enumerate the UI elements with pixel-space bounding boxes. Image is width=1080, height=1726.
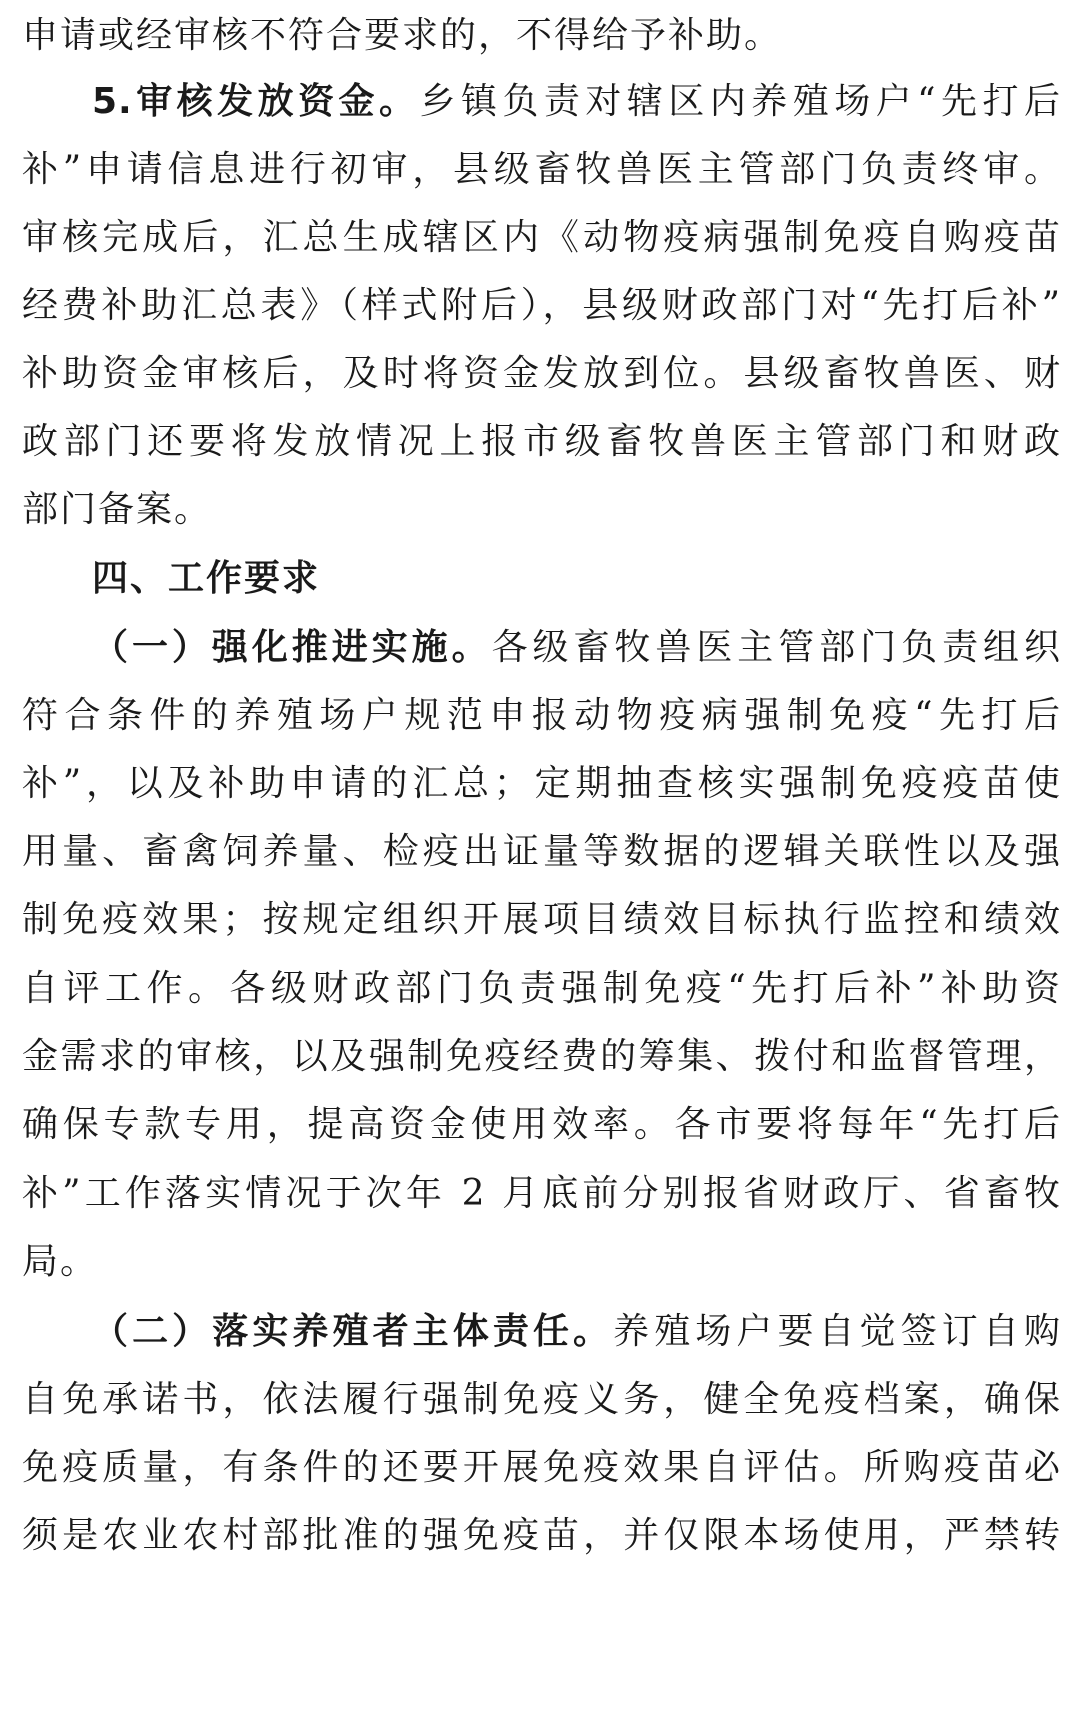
- line-text: 经费补助汇总表》（样式附后），县级财政部门对“先打后补”: [22, 285, 1062, 326]
- text-line: [22, 1160, 1062, 1228]
- line-text: 免疫质量，有条件的还要开展免疫效果自评估。所购疫苗必: [22, 1447, 1062, 1488]
- text-line: [22, 955, 1062, 1023]
- line-text: 补助资金审核后，及时将资金发放到位。县级畜牧兽医、财: [22, 353, 1062, 394]
- text-line: [22, 1502, 1062, 1570]
- text-line: [22, 1228, 1062, 1296]
- heading-text: 四、工作要求: [92, 558, 321, 599]
- line-text: 金需求的审核，以及强制免疫经费的筹集、拨付和监督管理，: [22, 1036, 1062, 1077]
- line-text: 符合条件的养殖场户规范申报动物疫病强制免疫“先打后: [22, 695, 1062, 736]
- line-text: 补”工作落实情况于次年 2 月底前分别报省财政厅、省畜牧: [22, 1173, 1062, 1214]
- text-line: [22, 818, 1062, 886]
- text-line: [22, 204, 1062, 272]
- text-line: [22, 750, 1062, 818]
- line-text: 养殖场户要自觉签订自购: [613, 1311, 1062, 1352]
- line-text: 各级畜牧兽医主管部门负责组织: [491, 627, 1062, 668]
- text-line: [92, 614, 1062, 682]
- line-text: 用量、畜禽饲养量、检疫出证量等数据的逻辑关联性以及强: [22, 831, 1062, 872]
- line-text: 制免疫效果；按规定组织开展项目绩效目标执行监控和绩效: [22, 899, 1062, 940]
- text-line: [22, 408, 1062, 476]
- text-line: [22, 886, 1062, 954]
- text-line: [22, 1434, 1062, 1502]
- section-heading: [92, 545, 1062, 613]
- text-line: [22, 682, 1062, 750]
- line-text: 确保专款专用，提高资金使用效率。各市要将每年“先打后: [22, 1104, 1062, 1145]
- line-text: 申请或经审核不符合要求的，不得给予补助。: [22, 15, 783, 56]
- text-line: [22, 1366, 1062, 1434]
- line-text: 局。: [22, 1241, 99, 1282]
- line-text: 补”申请信息进行初审，县级畜牧兽医主管部门负责终审。: [22, 149, 1062, 190]
- text-line: [22, 1023, 1062, 1091]
- text-line: [22, 136, 1062, 204]
- section-lead: （一）强化推进实施。: [92, 627, 492, 668]
- line-text: 政部门还要将发放情况上报市级畜牧兽医主管部门和财政: [22, 421, 1062, 462]
- text-line: [22, 476, 1062, 544]
- line-text: 自免承诺书，依法履行强制免疫义务，健全免疫档案，确保: [22, 1379, 1062, 1420]
- section-lead: 5.审核发放资金。: [92, 81, 420, 122]
- line-text: 补”，以及补助申请的汇总；定期抽查核实强制免疫疫苗使: [22, 763, 1062, 804]
- text-line: [22, 340, 1062, 408]
- text-line: [22, 272, 1062, 340]
- line-text: 审核完成后，汇总生成辖区内《动物疫病强制免疫自购疫苗: [22, 217, 1062, 258]
- text-line: [22, 2, 1062, 70]
- line-text: 乡镇负责对辖区内养殖场户“先打后: [419, 81, 1063, 122]
- line-text: 部门备案。: [22, 489, 213, 530]
- text-line: [92, 68, 1062, 136]
- line-text: 须是农业农村部批准的强免疫苗，并仅限本场使用，严禁转: [22, 1515, 1062, 1556]
- text-line: [22, 1091, 1062, 1159]
- line-text: 自评工作。各级财政部门负责强制免疫“先打后补”补助资: [22, 968, 1062, 1009]
- text-line: [92, 1298, 1062, 1366]
- section-lead: （二）落实养殖者主体责任。: [92, 1311, 614, 1352]
